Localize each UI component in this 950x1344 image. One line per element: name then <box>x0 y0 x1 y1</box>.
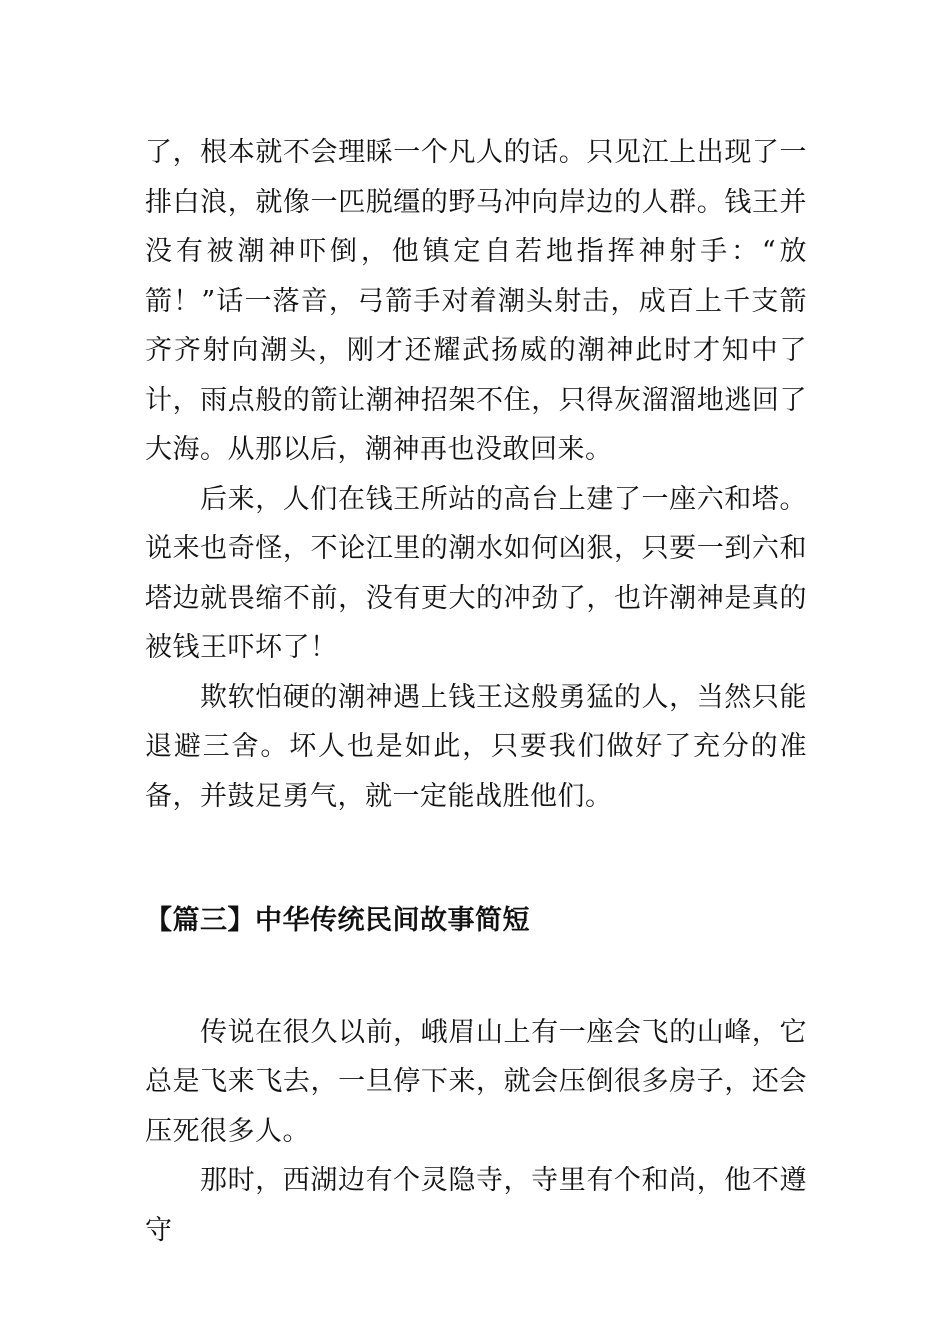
paragraph-1: 了，根本就不会理睬一个凡人的话。只见江上出现了一排白浪，就像一匹脱缰的野马冲向岸边的人群。钱王并没有被潮神吓倒，他镇定自若地指挥神射手：“放箭！”话一落音，弓箭手对着潮头射击，成百上千支箭齐齐射向潮头，刚才还耀武扬威的潮神此时才知中了计，雨点般的箭让潮神招架不住，只得灰溜溜地逃回了大海。从那以后，潮神再也没敢回来。 <box>145 137 807 465</box>
paragraph-4: 传说在很久以前，峨眉山上有一座会飞的山峰，它总是飞来飞去，一旦停下来，就会压倒很多房子，还会压死很多人。 <box>145 1016 807 1147</box>
document-page <box>145 128 807 1255</box>
section-heading: 【篇三】中华传统民间故事简短 <box>145 905 530 936</box>
paragraph-3: 欺软怕硬的潮神遇上钱王这般勇猛的人，当然只能退避三舍。坏人也是如此，只要我们做好了充分的准备，并鼓足勇气，就一定能战胜他们。 <box>145 681 807 812</box>
spacer <box>145 946 807 1008</box>
spacer <box>145 821 807 896</box>
paragraph-2: 后来，人们在钱王所站的高台上建了一座六和塔。说来也奇怪，不论江里的潮水如何凶狠，只要一到六和塔边就畏缩不前，没有更大的冲劲了，也许潮神是真的被钱王吓坏了！ <box>145 483 807 663</box>
paragraph-5: 那时，西湖边有个灵隐寺，寺里有个和尚，他不遵守 <box>145 1165 807 1246</box>
